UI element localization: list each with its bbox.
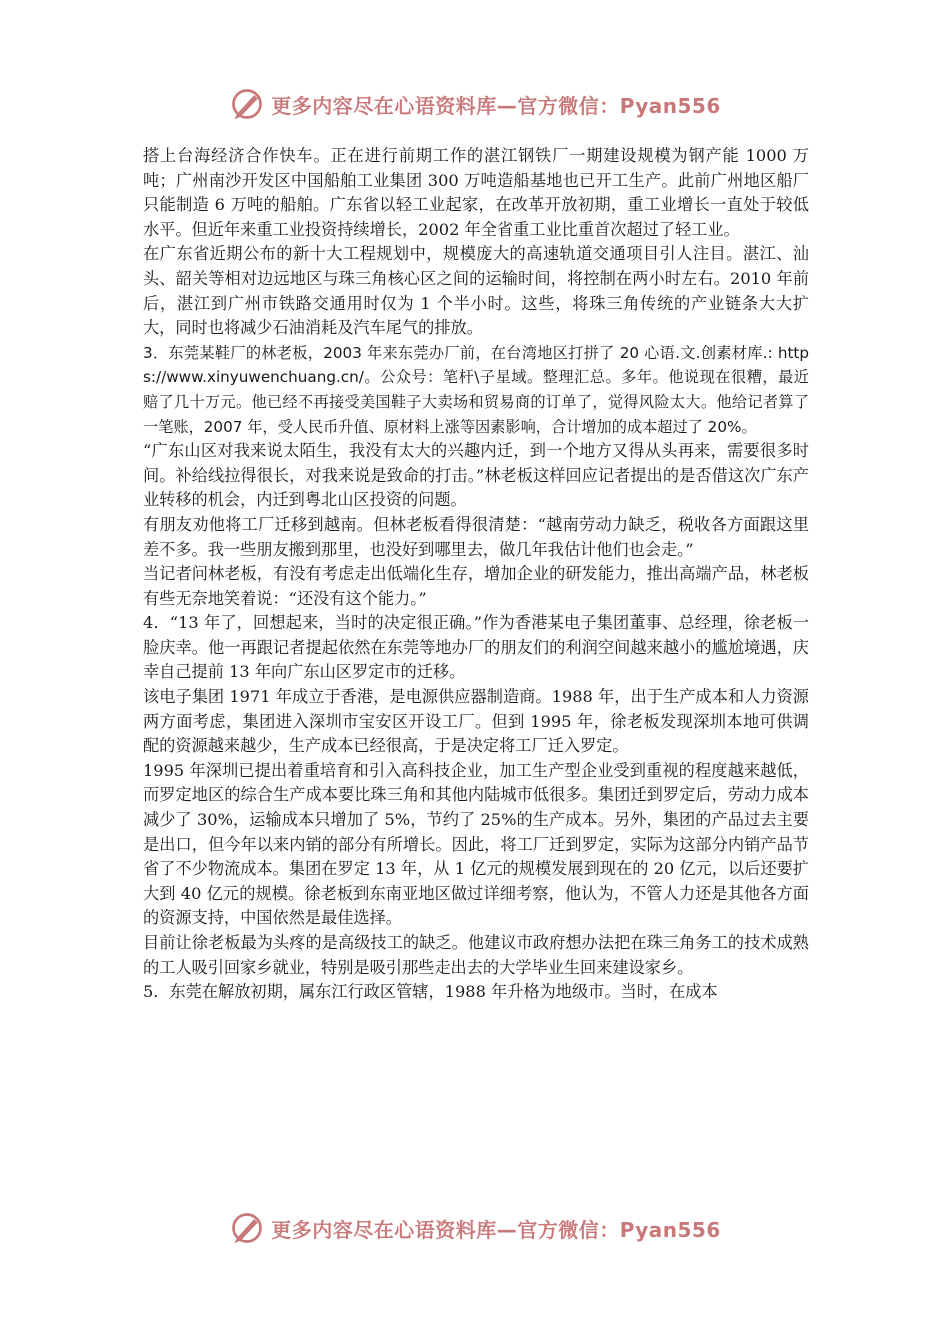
header-watermark-text: 更多内容尽在心语资料库—官方微信：Pyan556 [271, 93, 721, 118]
paragraph-11: 5．东莞在解放初期，属东江行政区管辖，1988 年升格为地级市。当时，在成本 [143, 982, 718, 1002]
pen-logo-icon [229, 1210, 265, 1246]
document-body [143, 144, 809, 1005]
paragraph-2: 在广东省近期公布的新十大工程规划中，规模庞大的高速轨道交通项目引人注目。湛江、汕头、韶关等相对边远地区与珠三角核心区之间的运输时间，将控制在两小时左右。2010 年前后，湛江到广州市铁路交通用时仅为 1 个半小时。这些，将珠三角传统的产业链条大大扩大，同时也将减少石油消耗及汽车尾气的排放。 [143, 244, 809, 338]
paragraph-9: 1995 年深圳已提出着重培育和引入高科技企业，加工生产型企业受到重视的程度越来越低，而罗定地区的综合生产成本要比珠三角和其他内陆城市低很多。集团迁到罗定后，劳动力成本减少了 30%，运输成本只增加了 5%，节约了 25%的生产成本。另外，集团的产品过去主要是出口，但今年以来内销的部分有所增长。因此，将工厂迁到罗定，实际为这部分内销产品节省了不少物流成本。集团在罗定 13 年，从 1 亿元的规模发展到现在的 20 亿元，以后还要扩大到 40 亿元的规模。徐老板到东南亚地区做过详细考察，他认为，不管人力还是其他各方面的资源支持，中国依然是最佳选择。 [143, 760, 809, 928]
footer-watermark-text: 更多内容尽在心语资料库—官方微信：Pyan556 [271, 1217, 721, 1242]
footer-watermark-banner [0, 1208, 950, 1248]
paragraph-5: 有朋友劝他将工厂迁移到越南。但林老板看得很清楚：“越南劳动力缺乏，税收各方面跟这里差不多。我一些朋友搬到那里，也没好到哪里去，做几年我估计他们也会走。” [143, 514, 809, 559]
paragraph-6: 当记者问林老板，有没有考虑走出低端化生存，增加企业的研发能力，推出高端产品，林老板有些无奈地笑着说：“还没有这个能力。” [143, 564, 809, 608]
paragraph-10: 目前让徐老板最为头疼的是高级技工的缺乏。他建议市政府想办法把在珠三角务工的技术成熟的工人吸引回家乡就业，特别是吸引那些走出去的大学毕业生回来建设家乡。 [143, 933, 809, 977]
paragraph-8: 该电子集团 1971 年成立于香港，是电源供应器制造商。1988 年，出于生产成本和人力资源两方面考虑，集团进入深圳市宝安区开设工厂。但到 1995 年，徐老板发现深圳本地可供调配的资源越来越少，生产成本已经很高，于是决定将工厂迁入罗定。 [143, 687, 809, 756]
paragraph-3: 3．东莞某鞋厂的林老板，2003 年来东莞办厂前，在台湾地区打拼了 20 心语.文.创素材库.: https://www.xinyuwenchuang.cn/。公众号：笔杆\子星域。整理汇总。多年。他说现在很糟，最近赔了几十万元。他已经不再接受美国鞋子大卖场和贸易商的订单了，觉得风险太大。他给记者算了一笔账，2007 年，受人民币升值、原材料上涨等因素影响，合计增加的成本超过了 20%。 [143, 343, 809, 436]
header-watermark-banner [0, 84, 950, 124]
paragraph-7: 4．“13 年了，回想起来，当时的决定很正确。”作为香港某电子集团董事、总经理，徐老板一脸庆幸。他一再跟记者提起依然在东莞等地办厂的朋友们的利润空间越来越小的尴尬境遇，庆幸自己提前 13 年向广东山区罗定市的迁移。 [143, 613, 809, 682]
paragraph-4: “广东山区对我来说太陌生，我没有太大的兴趣内迁，到一个地方又得从头再来，需要很多时间。补给线拉得很长，对我来说是致命的打击。”林老板这样回应记者提出的是否借这次广东产业转移的机会，内迁到粤北山区投资的问题。 [143, 441, 809, 510]
pen-logo-icon [229, 86, 265, 122]
paragraph-1: 搭上台海经济合作快车。正在进行前期工作的湛江钢铁厂一期建设规模为钢产能 1000 万吨；广州南沙开发区中国船舶工业集团 300 万吨造船基地也已开工生产。此前广州地区船厂只能制造 6 万吨的船舶。广东省以轻工业起家，在改革开放初期，重工业增长一直处于较低水平。但近年来重工业投资持续增长，2002 年全省重工业比重首次超过了轻工业。 [143, 146, 809, 239]
